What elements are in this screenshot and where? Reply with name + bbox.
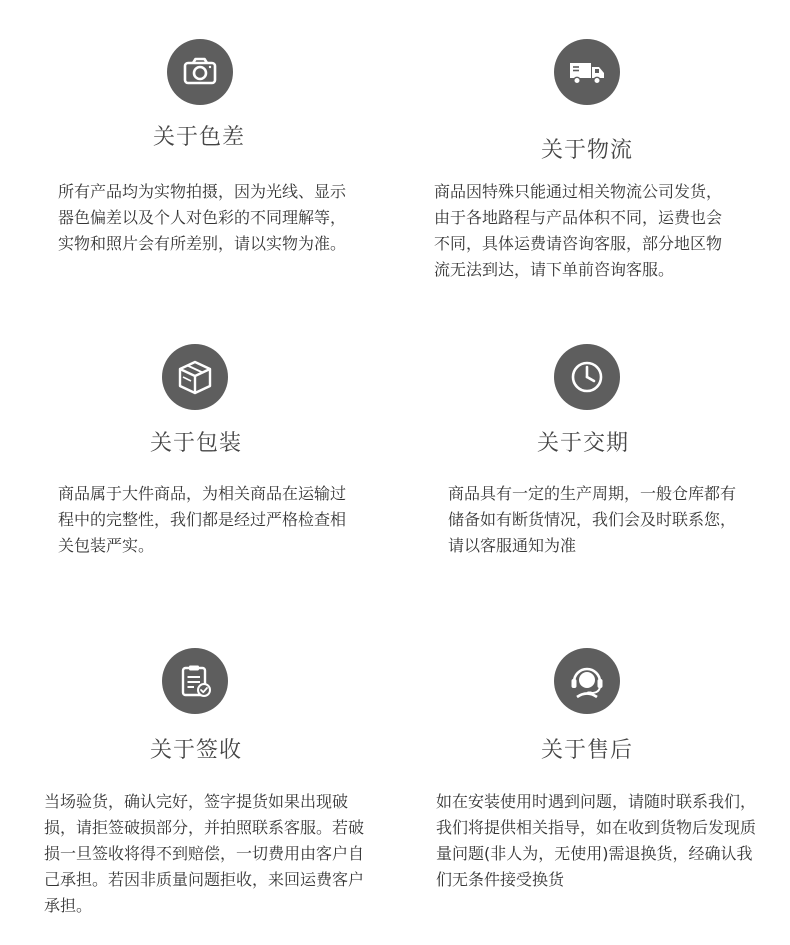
section-title: 关于交期 [537, 431, 630, 456]
section-title: 关于包装 [150, 431, 243, 456]
section-description: 所有产品均为实物拍摄，因为光线、显示器色偏差以及个人对色彩的不同理解等，实物和照片会有所差别，请以实物为准。 [58, 182, 347, 253]
section-description: 当场验货，确认完好，签字提货如果出现破损，请拒签破损部分，并拍照联系客服。若破损一旦签收将得不到赔偿，一切费用由客户自己承担。若因非质量问题拒收，来回运费客户承担。 [44, 792, 365, 915]
section-signing [0, 615, 395, 945]
section-description: 商品具有一定的生产周期，一般仓库都有储备如有断货情况，我们会及时联系您，请以客服通知为准 [448, 484, 737, 555]
package-box-icon [162, 344, 228, 410]
headset-service-icon [554, 648, 620, 714]
section-packaging [0, 315, 395, 615]
section-title: 关于签收 [150, 738, 243, 763]
section-color-difference [0, 0, 395, 315]
section-title: 关于物流 [541, 138, 634, 163]
section-description: 如在安装使用时遇到问题，请随时联系我们，我们将提供相关指导，如在收到货物后发现质量问题(非人为，无使用)需退换货，经确认我们无条件接受换货 [436, 792, 757, 889]
section-logistics [395, 0, 790, 315]
clock-icon [554, 344, 620, 410]
camera-icon [167, 39, 233, 105]
clipboard-check-icon [162, 648, 228, 714]
section-after-sales [395, 615, 790, 945]
section-title: 关于色差 [153, 125, 246, 150]
section-title: 关于售后 [541, 738, 634, 763]
truck-icon [554, 39, 620, 105]
section-description: 商品因特殊只能通过相关物流公司发货，由于各地路程与产品体积不同，运费也会不同，具体运费请咨询客服，部分地区物流无法到达，请下单前咨询客服。 [434, 182, 723, 279]
section-lead-time [395, 315, 790, 615]
section-description: 商品属于大件商品，为相关商品在运输过程中的完整性，我们都是经过严格检查相关包装严实。 [58, 484, 347, 555]
